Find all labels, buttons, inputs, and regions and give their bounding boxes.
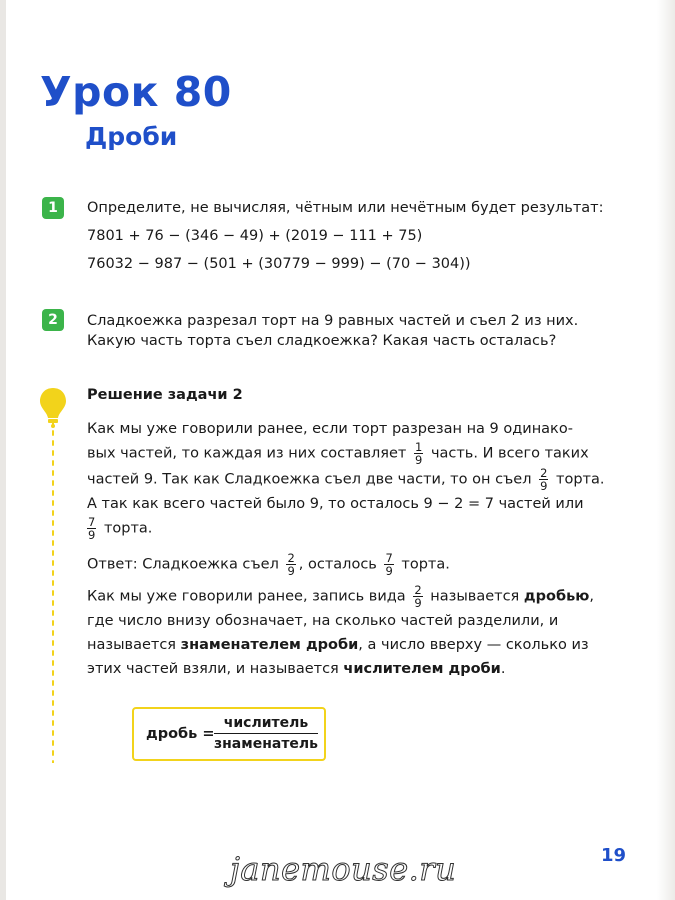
lightbulb-icon	[38, 386, 68, 428]
fraction-numerator: 2	[287, 551, 295, 565]
fraction-denominator: 9	[88, 528, 96, 542]
fraction-denominator: 9	[287, 564, 295, 578]
task-1-expression-2: 76032 − 987 − (501 + (30779 − 999) − (70 − 304))	[87, 256, 471, 272]
solution-line-3	[87, 467, 605, 492]
answer-line	[87, 552, 450, 577]
fraction-numerator: 2	[414, 583, 422, 597]
page-edge-right	[657, 0, 675, 900]
answer-text-a: Ответ: Сладкоежка съел	[87, 556, 279, 573]
solution-line-1: Как мы уже говорили ранее, если торт разрезан на 9 одинако-	[87, 421, 573, 437]
task-1-badge: 1	[42, 197, 64, 219]
solution-line-5b: торта.	[103, 520, 153, 537]
solution-line-5	[87, 516, 152, 541]
solution-line-2	[87, 441, 589, 466]
definition-text-4c: .	[500, 661, 506, 677]
lesson-title: Урок 80	[40, 68, 232, 116]
formula-numerator: числитель	[214, 715, 318, 734]
fraction-denominator: 9	[540, 479, 548, 493]
definition-line-1	[87, 584, 594, 609]
definition-text-3c: , а число вверху — сколько из	[358, 637, 589, 653]
definition-text-1d: ,	[589, 588, 594, 605]
task-1-text: Определите, не вычисляя, чётным или нечётным будет результат:	[87, 200, 604, 216]
fraction-seven-ninths	[384, 552, 393, 577]
fraction-numerator: 1	[415, 440, 423, 454]
dotted-timeline	[52, 398, 54, 763]
fraction-two-ninths	[286, 552, 295, 577]
fraction-two-ninths	[539, 467, 548, 492]
formula-box	[132, 707, 326, 761]
page-number: 19	[601, 845, 627, 866]
definition-text-1b: называется	[430, 588, 520, 605]
fraction-two-ninths	[413, 584, 422, 609]
definition-line-3	[87, 635, 589, 655]
fraction-numerator: 2	[540, 466, 548, 480]
watermark: janemouse.ru	[230, 850, 457, 888]
definition-text-1a: Как мы уже говорили ранее, запись вида	[87, 588, 406, 605]
answer-text-c: торта.	[401, 556, 450, 573]
term-denominator: знаменателем дроби	[180, 637, 359, 653]
page-edge-left	[0, 0, 6, 900]
fraction-one-ninth	[414, 441, 423, 466]
term-numerator: числителем дроби	[343, 661, 501, 677]
formula-denominator: знаменатель	[214, 736, 319, 752]
task-2-badge: 2	[42, 309, 64, 331]
solution-line-2a: вых частей, то каждая из них составляет	[87, 445, 407, 462]
fraction-numerator: 7	[385, 551, 393, 565]
fraction-denominator: 9	[385, 564, 393, 578]
definition-line-4	[87, 659, 505, 679]
task-1-expression-1: 7801 + 76 − (346 − 49) + (2019 − 111 + 75)	[87, 228, 423, 244]
solution-heading: Решение задачи 2	[87, 387, 243, 403]
solution-line-4: А так как всего частей было 9, то осталось 9 − 2 = 7 частей или	[87, 496, 584, 512]
task-2-line-2: Какую часть торта съел сладкоежка? Какая часть осталась?	[87, 333, 557, 349]
formula-lhs: дробь =	[146, 726, 215, 742]
formula-fraction	[214, 715, 318, 752]
solution-line-2b: часть. И всего таких	[430, 445, 589, 462]
fraction-numerator: 7	[88, 515, 96, 529]
answer-text-b: , осталось	[298, 556, 377, 573]
lesson-subtitle: Дроби	[85, 122, 178, 151]
solution-line-3a: частей 9. Так как Сладкоежка съел две части, то он съел	[87, 471, 532, 488]
definition-line-2: где число внизу обозначает, на сколько частей разделили, и	[87, 613, 559, 629]
fraction-denominator: 9	[414, 596, 422, 610]
fraction-denominator: 9	[415, 453, 423, 467]
fraction-seven-ninths	[87, 516, 96, 541]
task-2-line-1: Сладкоежка разрезал торт на 9 равных частей и съел 2 из них.	[87, 313, 579, 329]
solution-line-3b: торта.	[556, 471, 605, 488]
definition-text-3a: называется	[87, 637, 177, 653]
definition-text-4a: этих частей взяли, и называется	[87, 661, 339, 677]
term-fraction: дробью	[523, 588, 590, 605]
